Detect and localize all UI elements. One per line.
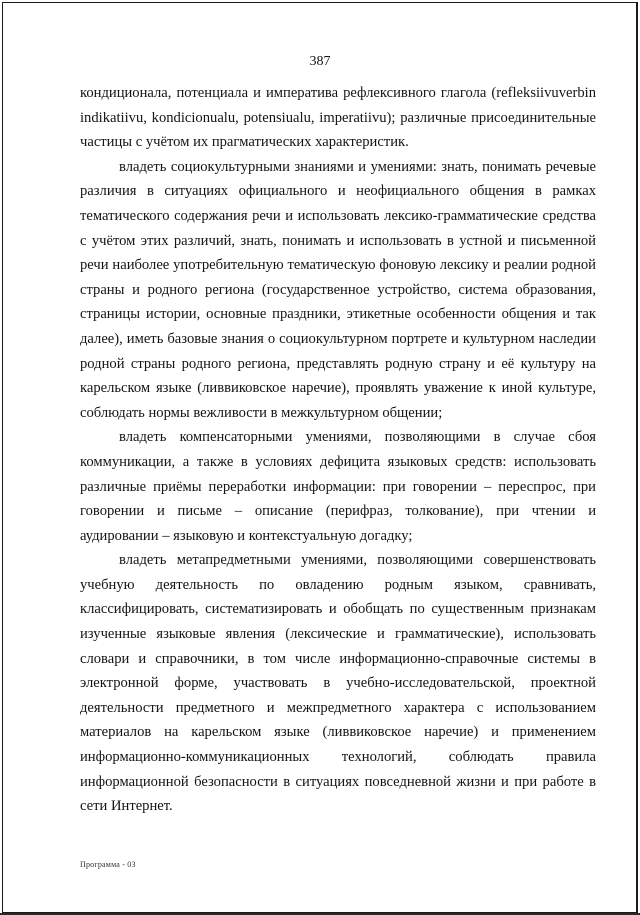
document-body: [80, 81, 596, 819]
paragraph-2: владеть социокультурными знаниями и умениями: знать, понимать речевые различия в ситуациях официального и неофициального общения в рамках тематического содержания речи и использовать лексико-грамматические средства с учётом этих различий, знать, понимать и использовать в устной и письменной речи наиболее употребительную тематическую фоновую лексику и реалии родной страны и родного региона (государственное устройство, система образования, страницы истории, основные праздники, этикетные особенности общения и так далее), иметь базовые знания о социокультурном портрете и культурном наследии родной страны родного региона, представлять родную страну и её культуру на карельском языке (ливвиковское наречие), проявлять уважение к иной культуре, соблюдать нормы вежливости в межкультурном общении;: [80, 158, 596, 421]
page-number: 387: [309, 54, 331, 69]
footer-label: Программа - 03: [80, 860, 136, 869]
paragraph-1: кондиционала, потенциала и императива рефлексивного глагола (refleksiivuverbin indikatiivu, kondicionualu, potensiualu, imperatiivu); различные присоединительные частицы с учётом их прагматических характеристик.: [80, 85, 596, 151]
paragraph-3: владеть компенсаторными умениями, позволяющими в случае сбоя коммуникации, а также в условиях дефицита языковых средств: использовать различные приёмы переработки информации: при говорении – переспрос, при говорении и письме – описание (перифраз, толкование), при чтении и аудировании – языковую и контекстуальную догадку;: [80, 429, 596, 544]
paragraph-4: владеть метапредметными умениями, позволяющими совершенствовать учебную деятельность по овладению родным языком, сравнивать, классифицировать, систематизировать и обобщать по существенным признакам изученные языковые явления (лексические и грамматические), использовать словари и справочники, в том числе информационно-справочные системы в электронной форме, участвовать в учебно-исследовательской, проектной деятельности предметного и межпредметного характера с использованием материалов на карельском языке (ливвиковское наречие) и применением информационно-коммуникационных технологий, соблюдать правила информационной безопасности в ситуациях повседневной жизни и при работе в сети Интернет.: [80, 552, 596, 815]
